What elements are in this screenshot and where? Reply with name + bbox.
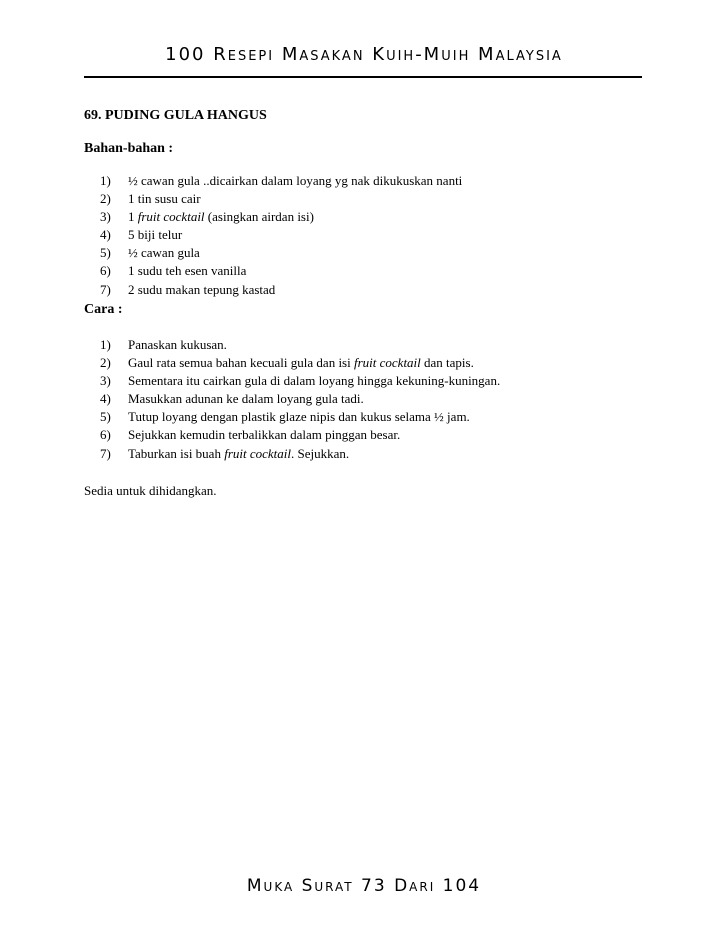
ingredients-list bbox=[84, 172, 462, 299]
method-item bbox=[84, 354, 500, 372]
method-item-text: Taburkan isi buah bbox=[128, 445, 225, 461]
method-item-number: 6) bbox=[100, 427, 111, 443]
method-list bbox=[84, 336, 500, 463]
ingredients-item bbox=[84, 190, 462, 208]
ingredients-item-text: 1 tin susu cair bbox=[128, 191, 201, 207]
ingredients-item-number: 4) bbox=[100, 227, 111, 243]
ingredients-item bbox=[84, 172, 462, 190]
method-item-text: Gaul rata semua bahan kecuali gula dan isi bbox=[128, 355, 354, 371]
ingredients-item-number: 1) bbox=[100, 173, 111, 188]
method-item-number: 2) bbox=[100, 355, 111, 371]
method-item-text: . Sejukkan. bbox=[291, 445, 350, 461]
ingredients-item-text: 2 sudu makan tepung kastad bbox=[128, 281, 276, 297]
method-item-number: 1) bbox=[100, 337, 111, 352]
page-header: 100 Resepi Masakan Kuih-Muih Malaysia bbox=[165, 44, 563, 65]
ingredients-item bbox=[84, 262, 462, 280]
ingredients-item-number: 2) bbox=[100, 191, 111, 207]
method-item-text: Tutup loyang dengan plastik glaze nipis dan kukus selama ½ jam. bbox=[128, 409, 470, 425]
method-item bbox=[84, 426, 500, 444]
ingredients-item-number: 7) bbox=[100, 281, 111, 297]
method-item-number: 4) bbox=[100, 391, 111, 407]
ingredients-item bbox=[84, 244, 462, 262]
method-item-number: 7) bbox=[100, 445, 111, 461]
page-footer: Muka Surat 73 Dari 104 bbox=[246, 876, 482, 896]
method-item bbox=[84, 445, 500, 463]
method-item-text: Sejukkan kemudin terbalikkan dalam pinggan besar. bbox=[128, 427, 401, 443]
method-item bbox=[84, 408, 500, 426]
method-item-text: Panaskan kukusan. bbox=[128, 337, 227, 352]
ingredients-item bbox=[84, 281, 462, 299]
italic-term: fruit cocktail bbox=[224, 445, 292, 461]
closing-text: Sedia untuk dihidangkan. bbox=[84, 483, 217, 498]
ingredients-item bbox=[84, 226, 462, 244]
ingredients-item-text: (asingkan airdan isi) bbox=[204, 209, 314, 225]
italic-term: fruit cocktail bbox=[353, 355, 421, 371]
method-item bbox=[84, 390, 500, 408]
method-item bbox=[84, 372, 500, 390]
method-heading: Cara : bbox=[84, 302, 123, 317]
ingredients-item-text: ½ cawan gula bbox=[128, 245, 200, 261]
ingredients-item-text: 5 biji telur bbox=[128, 227, 183, 243]
ingredients-item-text: 1 bbox=[128, 209, 138, 225]
method-item-number: 3) bbox=[100, 373, 111, 389]
italic-term: fruit cocktail bbox=[137, 209, 205, 225]
ingredients-item-text: ½ cawan gula ..dicairkan dalam loyang yg nak dikukuskan nanti bbox=[128, 173, 463, 188]
ingredients-item bbox=[84, 208, 462, 226]
ingredients-item-number: 6) bbox=[100, 263, 111, 279]
method-item-text: dan tapis. bbox=[420, 355, 474, 371]
ingredients-item-text: 1 sudu teh esen vanilla bbox=[128, 263, 247, 279]
method-item-text: Masukkan adunan ke dalam loyang gula tadi. bbox=[128, 391, 364, 407]
header-divider bbox=[84, 76, 642, 78]
recipe-title: 69. PUDING GULA HANGUS bbox=[84, 108, 267, 123]
method-item bbox=[84, 336, 500, 354]
ingredients-item-number: 3) bbox=[100, 209, 111, 225]
ingredients-heading: Bahan-bahan : bbox=[84, 141, 174, 156]
ingredients-item-number: 5) bbox=[100, 245, 111, 261]
method-item-number: 5) bbox=[100, 409, 111, 425]
method-item-text: Sementara itu cairkan gula di dalam loyang hingga kekuning-kuningan. bbox=[128, 373, 501, 389]
